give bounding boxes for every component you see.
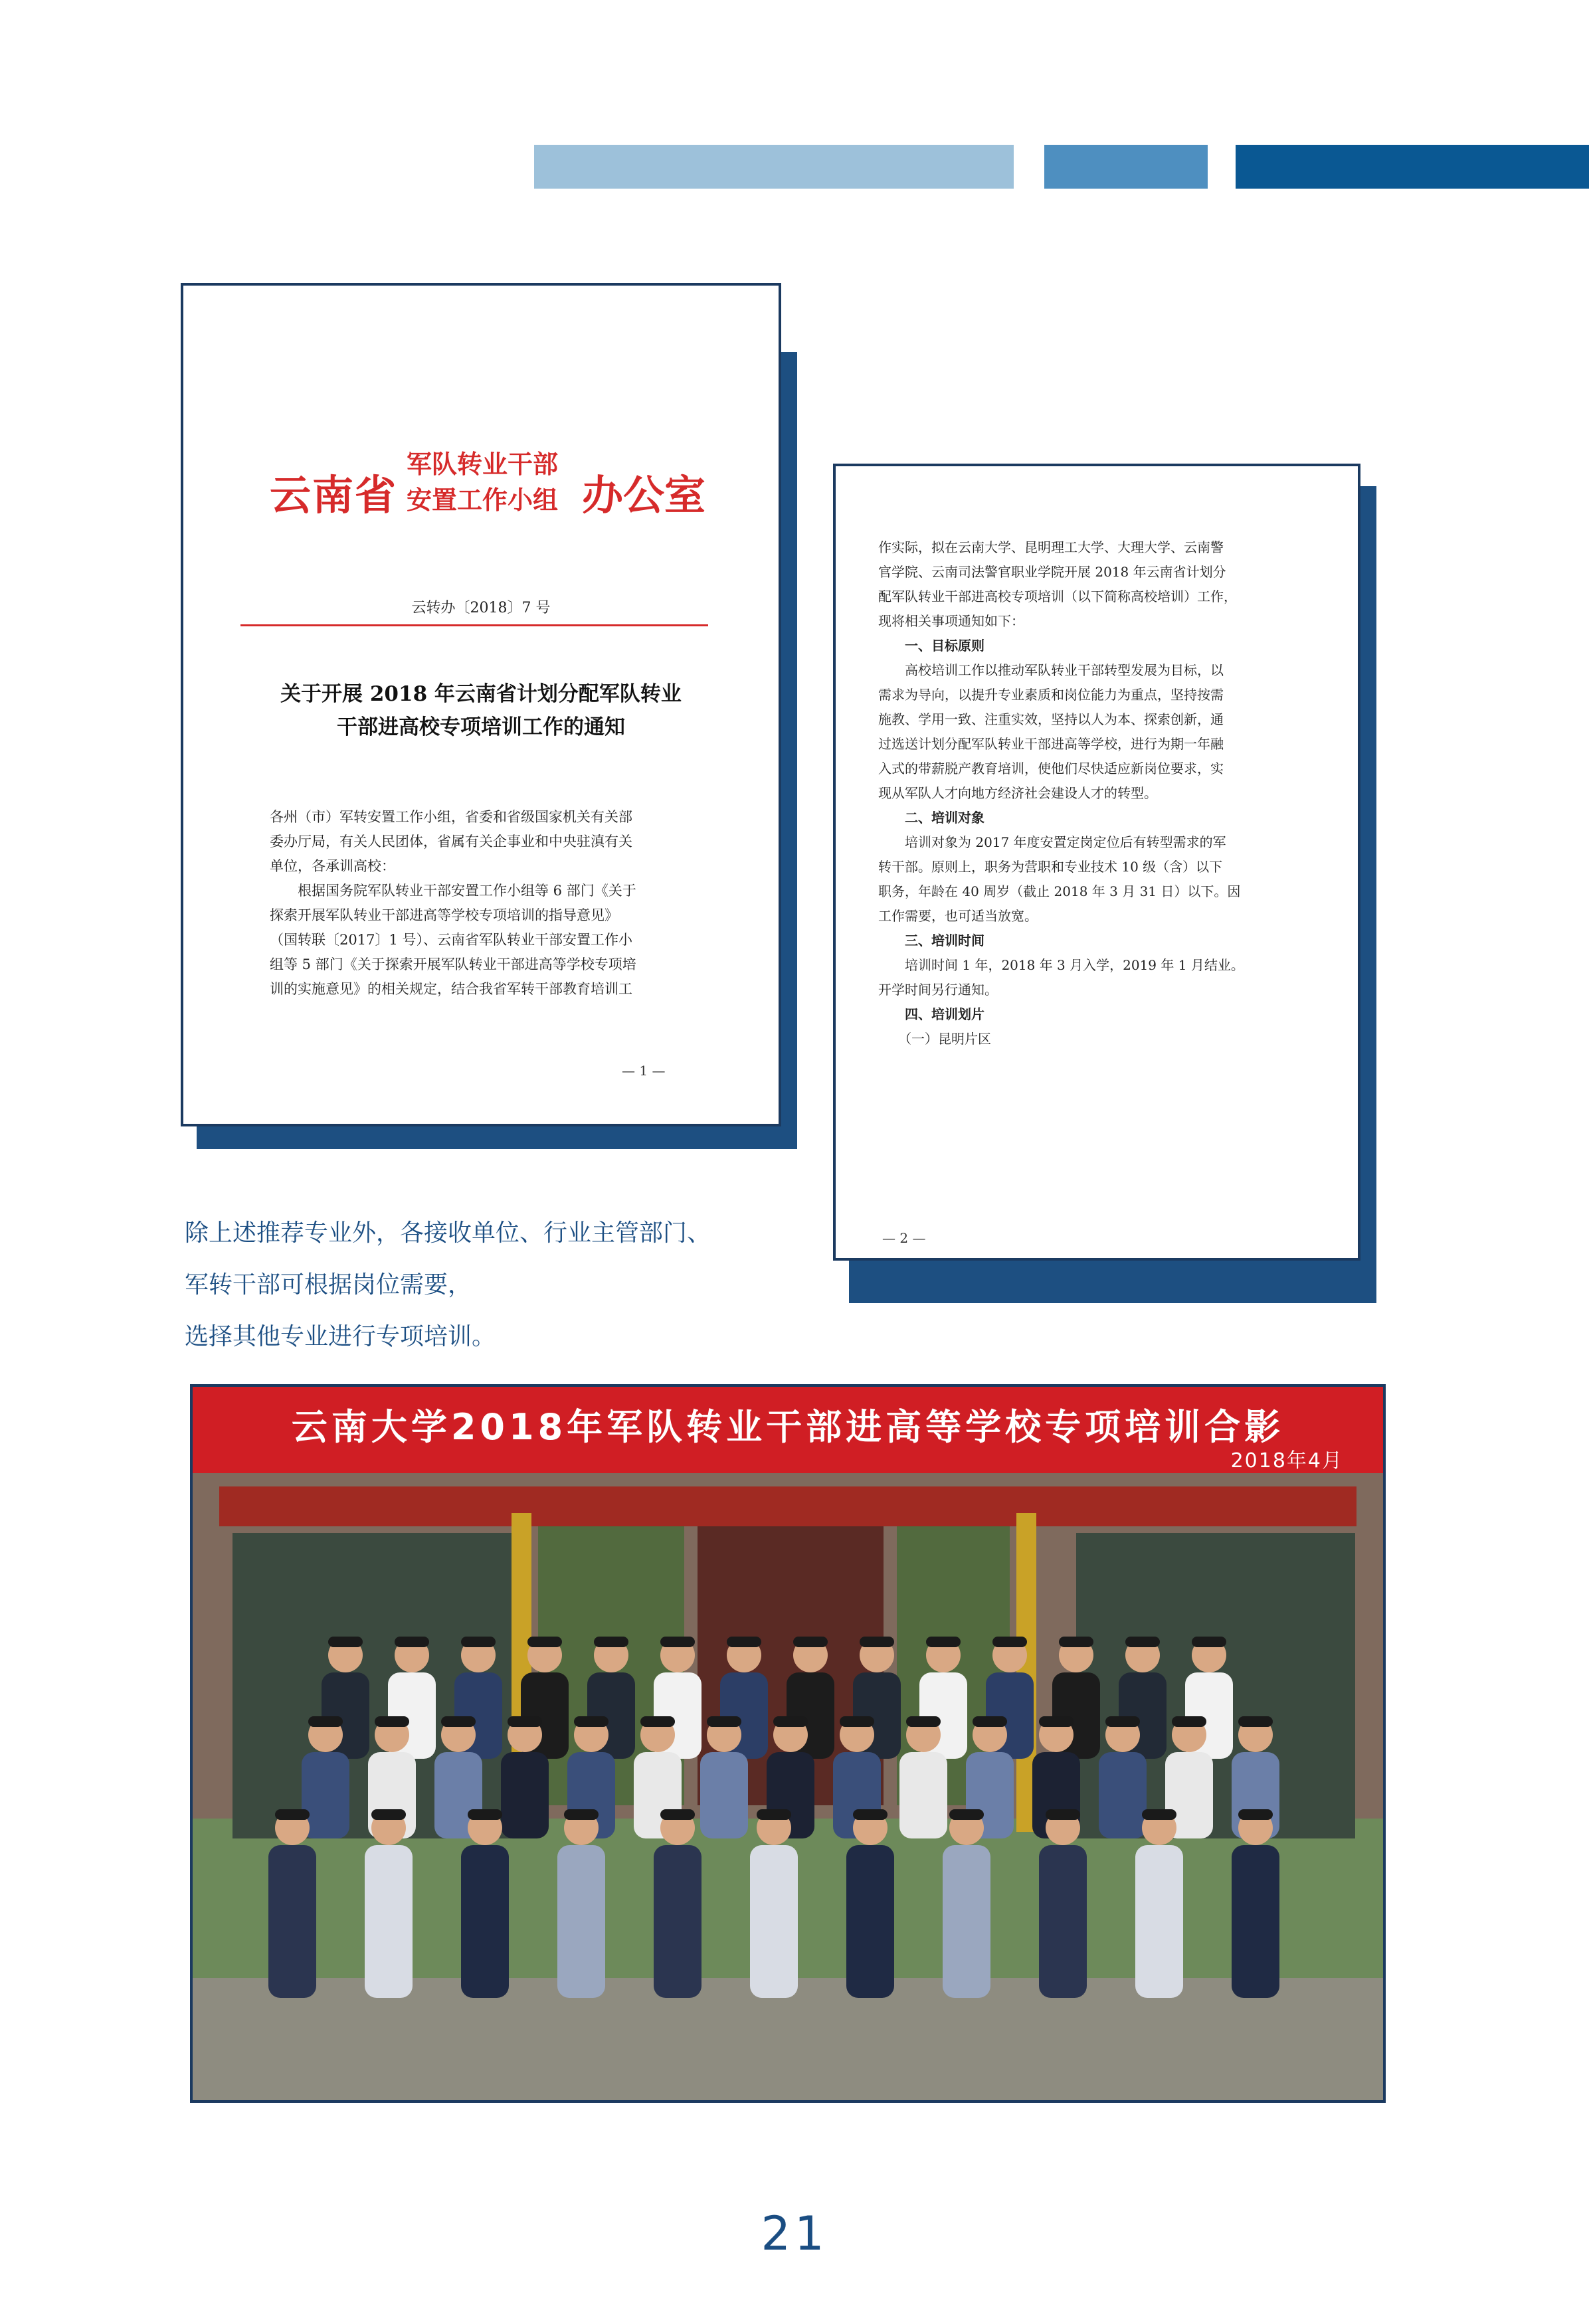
body-line: 配军队转业干部进高校专项培训（以下简称高校培训）工作，: [878, 588, 1237, 604]
document-number: 云转办〔2018〕7 号: [411, 600, 551, 616]
person-hair: [308, 1716, 343, 1727]
body-line: 二、培训对象: [878, 810, 984, 826]
banner-date: 2018年4月: [1230, 1449, 1343, 1473]
document-page-2: [833, 464, 1360, 1261]
person-body: [557, 1845, 605, 1998]
header-bar-dark: [1236, 145, 1589, 189]
person-hair: [328, 1637, 363, 1647]
red-divider: [240, 624, 708, 626]
body-line: 一、目标原则: [878, 638, 984, 654]
person-body: [1039, 1845, 1087, 1998]
body-line: 需求为导向，以提升专业素质和岗位能力为重点，坚持按需: [878, 687, 1224, 703]
body-line: 职务，年龄在 40 周岁（截止 2018 年 3 月 31 日）以下。因: [878, 883, 1241, 899]
document-sheet: [833, 464, 1360, 1261]
caption-line: 选择其他专业进行专项培训。: [185, 1323, 496, 1350]
person-hair: [660, 1637, 695, 1647]
banner-title: 云南大学2018年军队转业干部进高等学校专项培训合影: [291, 1406, 1285, 1448]
person-hair: [275, 1809, 310, 1820]
caption-text: [185, 1207, 711, 1363]
title-line: 干部进高校专项培训工作的通知: [337, 715, 625, 739]
group-photo: [190, 1384, 1386, 2103]
person-hair: [1172, 1716, 1206, 1727]
person-hair: [860, 1637, 894, 1647]
person-hair: [707, 1716, 741, 1727]
caption-line: 除上述推荐专业外，各接收单位、行业主管部门、: [185, 1219, 711, 1247]
person-body: [501, 1752, 549, 1838]
person-hair: [594, 1637, 628, 1647]
body-line: （一）昆明片区: [878, 1031, 991, 1047]
person-hair: [949, 1809, 984, 1820]
person-hair: [757, 1809, 791, 1820]
header-bar-medium: [1044, 145, 1208, 189]
person-hair: [1046, 1809, 1080, 1820]
person-hair: [1105, 1716, 1140, 1727]
issuer-header: [183, 444, 779, 523]
body-line: 入式的带薪脱产教育培训，使他们尽快适应新岗位要求，实: [878, 760, 1224, 776]
body-line: 四、培训划片: [878, 1006, 984, 1022]
issuer-top: 军队转业干部: [407, 449, 559, 479]
body-line: 现将相关事项通知如下：: [878, 613, 1024, 629]
body-line: 高校培训工作以推动军队转业干部转型发展为目标，以: [878, 662, 1224, 678]
body-line: 各州（市）军转安置工作小组，省委和省级国家机关有关部: [270, 809, 632, 825]
person-body: [1232, 1845, 1279, 1998]
person-body: [700, 1752, 748, 1838]
body-line: 三、培训时间: [878, 933, 984, 948]
document-sheet: [181, 283, 781, 1126]
body-line: 培训对象为 2017 年度安置定岗定位后有转型需求的军: [878, 834, 1226, 850]
person-hair: [926, 1637, 961, 1647]
issuer-left: 云南省: [270, 471, 398, 519]
body-line: 现从军队人才向地方经济社会建设人才的转型。: [878, 785, 1157, 801]
person-hair: [1059, 1637, 1093, 1647]
document-page-number: — 2 —: [882, 1230, 926, 1246]
person-body: [846, 1845, 894, 1998]
person-hair: [1039, 1716, 1074, 1727]
body-line: 委办厅局，有关人民团体，省属有关企事业和中央驻滇有关: [270, 834, 632, 849]
body-line: 开学时间另行通知。: [878, 982, 998, 998]
document-body: [270, 805, 699, 1002]
person-hair: [727, 1637, 761, 1647]
photo-banner: [193, 1387, 1383, 1473]
person-body: [365, 1845, 413, 1998]
body-line: 根据国务院军队转业干部安置工作小组等 6 部门《关于: [270, 883, 636, 899]
person-hair: [640, 1716, 675, 1727]
person-hair: [468, 1809, 502, 1820]
header-bar-light: [534, 145, 1014, 189]
person-hair: [1142, 1809, 1176, 1820]
body-line: （国转联〔2017〕1 号）、云南省军队转业干部安置工作小: [270, 932, 632, 948]
person-hair: [1125, 1637, 1160, 1647]
person-hair: [441, 1716, 476, 1727]
group-photo-scene: [193, 1473, 1383, 2103]
person-body: [1135, 1845, 1183, 1998]
person-hair: [564, 1809, 599, 1820]
person-hair: [527, 1637, 562, 1647]
document-page-1: [181, 283, 781, 1126]
person-hair: [375, 1716, 409, 1727]
page-number: 21: [761, 2206, 828, 2261]
person-hair: [1238, 1716, 1273, 1727]
body-line: 官学院、云南司法警官职业学院开展 2018 年云南省计划分: [878, 564, 1226, 580]
person-body: [461, 1845, 509, 1998]
person-hair: [992, 1637, 1027, 1647]
person-hair: [461, 1637, 496, 1647]
body-line: 工作需要，也可适当放宽。: [878, 908, 1038, 924]
person-hair: [508, 1716, 542, 1727]
body-line: 作实际，拟在云南大学、昆明理工大学、大理大学、云南警: [878, 539, 1224, 555]
document-page-number: — 1 —: [622, 1063, 666, 1079]
person-hair: [840, 1716, 874, 1727]
person-hair: [853, 1809, 888, 1820]
body-line: 转干部。原则上，职务为营职和专业技术 10 级（含）以下: [878, 859, 1223, 875]
title-line: 关于开展 2018 年云南省计划分配军队转业: [280, 682, 682, 706]
document-body: [878, 535, 1311, 1051]
body-line: 组等 5 部门《关于探索开展军队转业干部进高等学校专项培: [270, 956, 636, 972]
person-body: [1099, 1752, 1147, 1838]
person-hair: [574, 1716, 608, 1727]
body-line: 过选送计划分配军队转业干部进高等学校，进行为期一年融: [878, 736, 1224, 752]
person-hair: [773, 1716, 808, 1727]
person-hair: [1238, 1809, 1273, 1820]
person-hair: [395, 1637, 429, 1647]
caption-line: 军转干部可根据岗位需要，: [185, 1271, 472, 1298]
body-line: 训的实施意见》的相关规定，结合我省军转干部教育培训工: [270, 981, 632, 997]
person-body: [750, 1845, 798, 1998]
person-body: [654, 1845, 701, 1998]
body-line: 施教、学用一致、注重实效，坚持以人为本、探索创新，通: [878, 711, 1224, 727]
body-line: 探索开展军队转业干部进高等学校专项培训的指导意见》: [270, 907, 618, 923]
person-hair: [793, 1637, 828, 1647]
person-body: [943, 1845, 990, 1998]
body-line: 培训时间 1 年，2018 年 3 月入学，2019 年 1 月结业。: [878, 957, 1244, 973]
person-body: [268, 1845, 316, 1998]
person-body: [899, 1752, 947, 1838]
person-hair: [973, 1716, 1007, 1727]
body-line: 单位，各承训高校：: [270, 858, 395, 874]
issuer-right: 办公室: [582, 471, 706, 519]
document-title: [223, 677, 739, 744]
issuer-bottom: 安置工作小组: [407, 485, 559, 515]
person-hair: [906, 1716, 941, 1727]
person-hair: [371, 1809, 406, 1820]
person-hair: [660, 1809, 695, 1820]
person-hair: [1192, 1637, 1226, 1647]
